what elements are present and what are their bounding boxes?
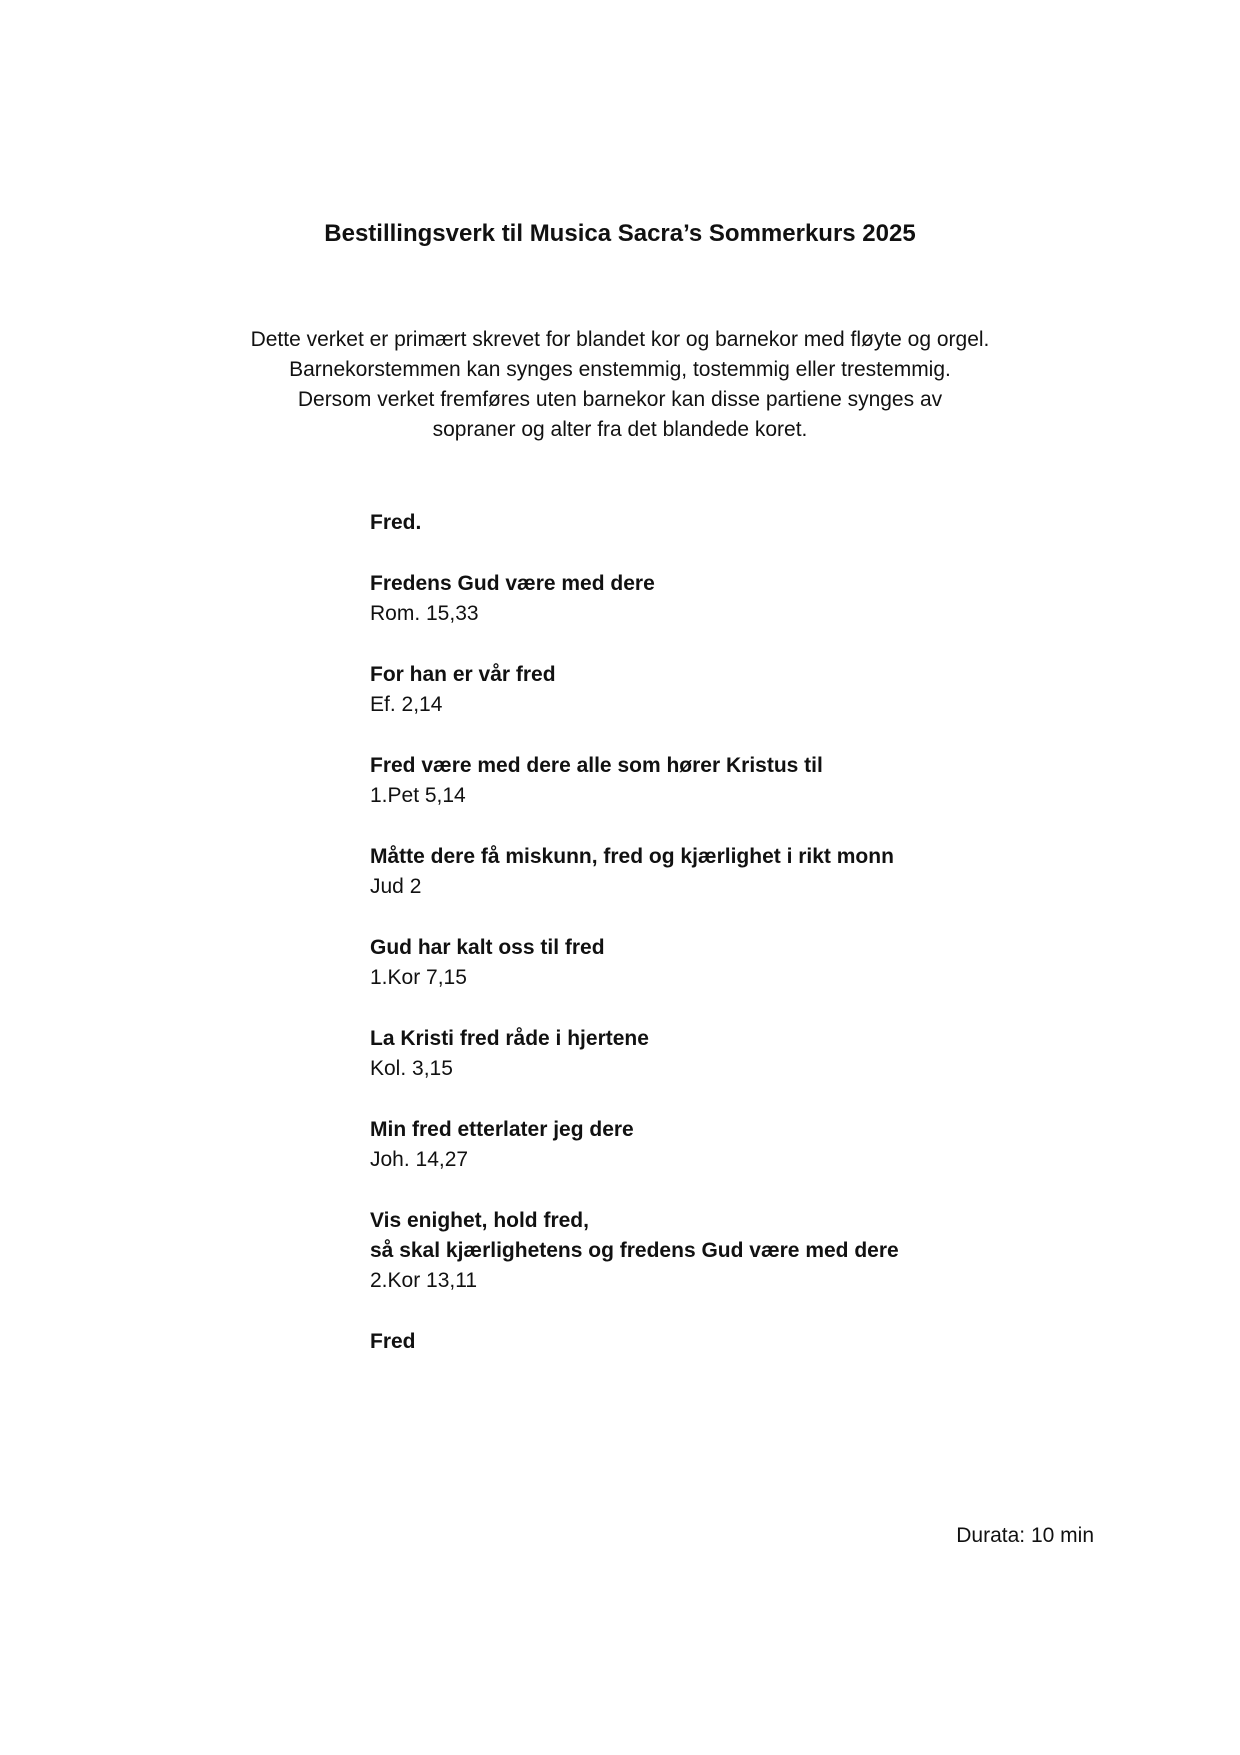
intro-line: sopraner og alter fra det blandede koret. xyxy=(432,418,808,441)
verse-item xyxy=(370,1206,1170,1296)
verse-reference: Ef. 2,14 xyxy=(370,693,443,716)
verse-text: For han er vår fred xyxy=(370,663,556,686)
verse-text: Vis enighet, hold fred, xyxy=(370,1209,589,1232)
verse-text: Fred xyxy=(370,1330,416,1353)
verse-item xyxy=(370,1327,1170,1357)
verse-item xyxy=(370,660,1170,720)
verse-item xyxy=(370,751,1170,811)
verse-item xyxy=(370,508,1170,538)
verse-text: La Kristi fred råde i hjertene xyxy=(370,1027,649,1050)
verse-text: Gud har kalt oss til fred xyxy=(370,936,605,959)
intro-line: Barnekorstemmen kan synges enstemmig, tostemmig eller trestemmig. xyxy=(289,358,951,381)
verse-reference: 1.Pet 5,14 xyxy=(370,784,466,807)
verse-text: Fredens Gud være med dere xyxy=(370,572,655,595)
verse-item xyxy=(370,1115,1170,1175)
verse-item xyxy=(370,569,1170,629)
duration-note: Durata: 10 min xyxy=(956,1524,1094,1547)
verse-item xyxy=(370,933,1170,993)
verse-reference: Rom. 15,33 xyxy=(370,602,479,625)
verse-reference: Kol. 3,15 xyxy=(370,1057,453,1080)
verse-text: Fred være med dere alle som hører Kristus til xyxy=(370,754,823,777)
verse-list xyxy=(370,508,1170,1388)
verse-reference: 1.Kor 7,15 xyxy=(370,966,467,989)
verse-text: Måtte dere få miskunn, fred og kjærlighet i rikt monn xyxy=(370,845,894,868)
verse-reference: Jud 2 xyxy=(370,875,422,898)
verse-text: så skal kjærlighetens og fredens Gud være med dere xyxy=(370,1239,899,1262)
document-title: Bestillingsverk til Musica Sacra’s Sommerkurs 2025 xyxy=(324,220,916,247)
verse-reference: 2.Kor 13,11 xyxy=(370,1269,478,1292)
intro-paragraph xyxy=(0,325,1240,445)
intro-line: Dersom verket fremføres uten barnekor kan disse partiene synges av xyxy=(297,388,943,411)
verse-text: Fred. xyxy=(370,511,422,534)
verse-reference: Joh. 14,27 xyxy=(370,1148,469,1171)
verse-item xyxy=(370,842,1170,902)
verse-item xyxy=(370,1024,1170,1084)
verse-text: Min fred etterlater jeg dere xyxy=(370,1118,634,1141)
intro-line: Dette verket er primært skrevet for blandet kor og barnekor med fløyte og orgel. xyxy=(250,328,990,351)
